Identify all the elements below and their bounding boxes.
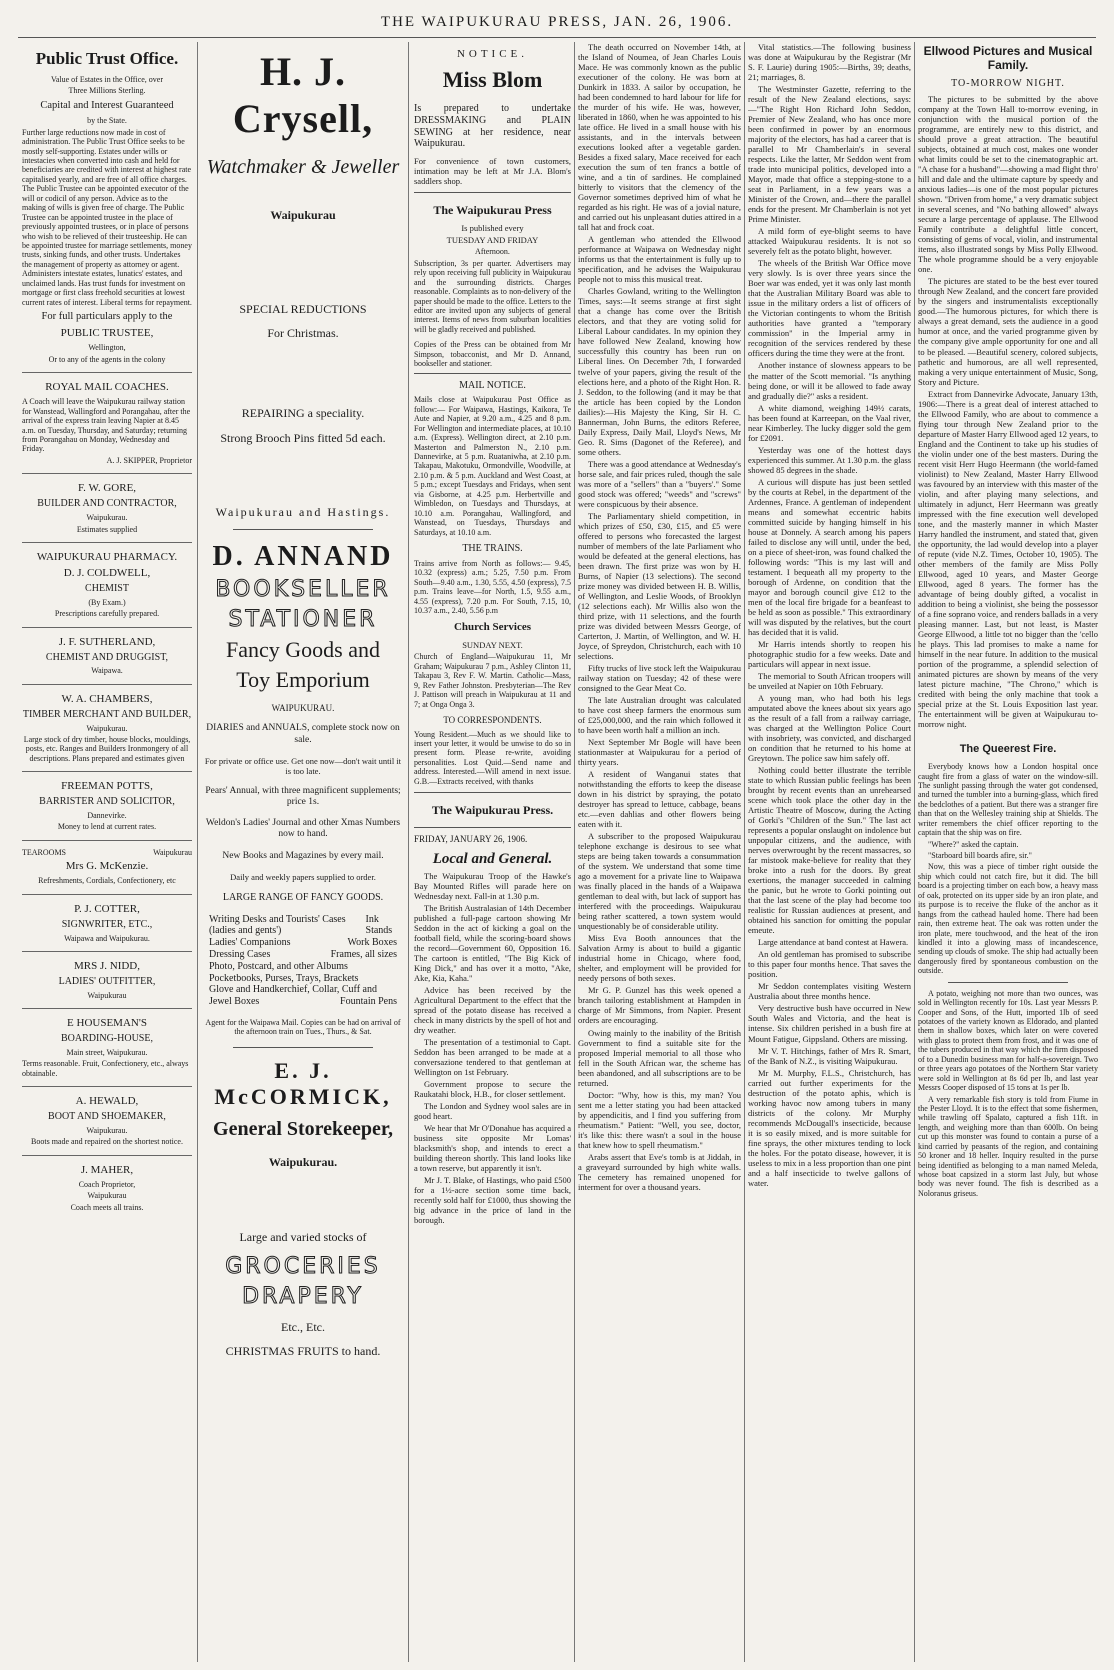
ad-line: Three Millions Sterling.: [68, 86, 146, 96]
section-body: Trains arrive from North as follows:— 9.45, 10.32 (express) a.m.; 5.25, 7.50 p.m. From South—9.40 a.m., 1.30, 5.55, 4.50 (express), 7.5 p.m. Trains leave—for North, 1.5, 9.55 a.m., 4.55 (express), 7.20 p.m. For South, 7.15, 10, 10.37 a.m., 2.40, 5.56 p.m: [414, 558, 571, 615]
article-paragraph: Extract from Dannevirke Advocate, January 13th, 1906:—There is a great deal of interest attached to the Ellwood Family, who are about to commence a flying tour through New Zealand prior to the departure of Master Harry Ellwood aged 12 years, to England and the Continent to take up his studies of the violin under one of the best masters. During the recent visit Herr Hugo Heermann (the world-famed violinist) to New Zealand, Master Harry Ellwood was favoured by an interview with this master of the violin, and after playing many selections, and ultimately in adjunct, Herr Heermann was greatly impressed with the fine execution well developed tone, and the masterly manner in which Master Harry handled the instrument, and stated that, given the opportunity, the lad would develop into a player of repute (vide N.Z. Times, October 10, 1905). The other members of the family are Miss Polly Ellwood, aged 10 years, and Master George Ellwood, aged 8 years. The former has the advantage of being doubly gifted, a vocalist in addition to being a violinist, she being the possessor of a fine soprano voice, and renders ballads in a very pleasing manner. Last, but not least, is Master George Ellwood, a little tot no bigger than the 'cello he plays. This lad promises to make a name for himself in the near future. In addition to the musical portion of the programme, a splendid selection of animated pictures are shown by means of the very latest picture machine, "The Chrono," which is credited with being the only machine that took a special prize at the St. Louis Exposition last year. The entertainment will be given at Waipukurau to-morrow night.: [918, 388, 1098, 730]
ad-body: Large stock of dry timber, house blocks, mouldings, posts, etc. Ranges and Builders Ironmongery of all descriptions. Plans prepared and estimates given: [23, 734, 191, 763]
article-paragraph: The death occurred on November 14th, at the Island of Noumea, of Jean Charles Louis Mace. He was commonly known as the public executioner of the colony. He was born at Dunkirk in 1833. A sailor by occupation, he had been condemned to hard labour for life for the murder of his wife. He was, however, liberated in 1860, when he was appointed to his late office. He lived in a small house with his assistants, and in the intervals between executions looked after a vegetable garden. Besides a fixed salary, Mace received for each execution the sum of ten francs a bottle of wine, and a tin of sardines. He complained bitterly to visitors that the clemency of the Governor sometimes deprived him of what he regarded as his right. He was of a jovial nature, and carried out his unpleasant duties attired in a tall hat and frock coat.: [578, 42, 741, 233]
column-divider: [197, 42, 198, 1662]
ad-town: Dannevirke.: [87, 811, 127, 821]
ad-note: Refreshments, Cordials, Confectionery, etc: [38, 876, 176, 886]
ad-line: LARGE RANGE OF FANCY GOODS.: [222, 891, 384, 903]
ad-line: Large and varied stocks of: [239, 1229, 367, 1244]
ad-line: Toy Emporium: [236, 666, 370, 692]
divider: [948, 982, 1068, 983]
article-paragraph: Charles Gowland, writing to the Wellington Times, says:—It seems strange at first sight that a change has come over the British electors, and that they are voting solid for Liberal Labour candidates. In my opinion they have followed New Zealand, knowing how successfully this country has been run on Liberal lines. On December 7th, I forwarded twelve of your papers, giving the result of the elections here, and a photo of the Right Hon. R. J. Seddon, to the following (and it may be that the article has been copied by the London dailies):—His Majesty the King, Sir H. C. Bannerman, John Burns, the editors Referee, Daily Express, Daily Mail, Lloyd's News, Mr Geo. R. Sims (Dagonet of the Referee), and some others.: [578, 286, 741, 457]
ad-title: Public Trust Office.: [35, 49, 179, 68]
public-trust-ad: [22, 42, 192, 373]
article-paragraph: Large attendance at band contest at Hawera.: [758, 937, 909, 948]
crysell-ad: [203, 48, 403, 519]
ad-line: Strong Brooch Pins fitted 5d each.: [220, 430, 386, 445]
list-item: Glove and Handkerchief, Collar, Cuff and: [209, 984, 377, 996]
ad-trade: General Storekeeper,: [213, 1117, 393, 1140]
article-paragraph: There was a good attendance at Wednesday's horse sale, and fair prices ruled, though the sale was more of a "sellers" than a "buyers'." Some good stock was offered; "weeds" and "screws" were conspicuous by their absence.: [578, 458, 741, 509]
local-articles: [414, 871, 571, 1226]
ad-town: Waipawa and Waipukurau.: [64, 933, 150, 943]
ad-town: Waipukurau.: [268, 1155, 338, 1170]
ellwood-subheading: TO-MORROW NIGHT.: [951, 78, 1065, 90]
ad-trade: BARRISTER AND SOLICITOR,: [39, 796, 175, 808]
ad-note: Money to lend at current rates.: [57, 822, 157, 832]
article-paragraph: A gentleman who attended the Ellwood performance at Waipawa on Wednesday night informs us that the entertainment is fully up to specification, and he advises the Waipukurau people not to miss this musical treat.: [578, 234, 741, 285]
ad-name: F. W. GORE,: [77, 482, 137, 495]
article-paragraph: Mr G. P. Gunzel has this week opened a branch tailoring establishment at Hampden in charge of Mr Simmons, from Napier. Present orders are encouraging.: [578, 985, 741, 1026]
section-title: THE TRAINS.: [462, 542, 523, 554]
maher-ad: [22, 1156, 192, 1220]
ad-name: Mrs G. McKenzie.: [65, 860, 149, 873]
article-paragraph: Vital statistics.—The following business was done at Waipukurau by the Registrar (Mr S. F. Laurie) during 1905:—Births, 39; deaths, 21; marriages, 8.: [748, 42, 911, 83]
tearooms-ad: [22, 841, 192, 895]
ad-title: ROYAL MAIL COACHES.: [45, 381, 169, 394]
list-item: Photo, Postcard, and other Albums: [209, 960, 348, 972]
article-paragraph: A white diamond, weighing 149½ carats, has been found at Karreepan, on the Vaal river, near Kimberley. The lucky digger sold the gem for £2091.: [748, 402, 911, 443]
ad-line: Wellington,: [88, 343, 126, 353]
column-news-1: [578, 42, 741, 1662]
ad-line: Daily and weekly papers supplied to order.: [230, 871, 376, 882]
ad-line: DIARIES and ANNUALS, complete stock now on sale.: [206, 723, 400, 745]
article-paragraph: Arabs assert that Eve's tomb is at Jiddah, in a graveyard surrounded by high white walls. The cemetery has remained unopened for interment for over a thousand years.: [578, 1151, 741, 1192]
ad-line: by the State.: [87, 116, 127, 126]
article-paragraph: Nothing could better illustrate the terrible state to which Russian public feelings has been brought by recent events than an unrehearsed scene which took place the other day in the Artistic Theatre of Moscow, during the Acting of Gorki's "Children of the Sun." The last act represents a popular onslaught on indolence but unpopular citizens, and the audience, with nerves overwrought by the recent massacres, so far mistook make-believe for reality that they broke into a rush for the doors. By great exertions, the manager succeeded in calming the panic, but he wrote to Gorki pointing out that the last scene of the play had become too realistic for Russian audiences at present, and obtained his sanction for omitting the popular emeute.: [748, 765, 911, 936]
press-copies: Copies of the Press can be obtained from Mr Simpson, tobacconist, and Mr D. Annand, bookseller and stationer.: [414, 340, 571, 369]
ad-line: GROCERIES: [225, 1253, 381, 1279]
nidd-ad: [22, 952, 192, 1009]
ad-name: H. J. Crysell,: [232, 49, 374, 142]
ad-name: J. F. SUTHERLAND,: [58, 635, 156, 648]
article-paragraph: The presentation of a testimonial to Capt. Seddon has been arranged to be made at a conversazione tendered to that gentleman at Wellington on 1st February.: [414, 1036, 571, 1077]
column-divider: [744, 42, 745, 1662]
ad-name: A. HEWALD,: [75, 1095, 139, 1108]
ad-line: DRAPERY: [242, 1283, 364, 1309]
ad-line: For full particulars apply to the: [41, 311, 173, 323]
column-divider: [914, 42, 915, 1662]
article-paragraph: Very destructive bush have occurred in New South Wales and Victoria, and the heat is intense. Six children perished in a bush fire at Mount Fatigue, Gippsland. Others are missing.: [748, 1003, 911, 1044]
divider: [233, 1047, 373, 1048]
blom-notice: [414, 48, 571, 186]
ad-body: Further large reductions now made in cost of administration. The Public Trust Office seeks to be mostly self-supporting. Estates under wills or intestacies when converted into cash and held for beneficiaries are credited with interest at highest rate capitalised yearly, and are free of all office charges. The Public Trustee can be appointed executor of the will or codicil of any person. Advice as to the making of wills is given free of charge. The Public Trustee can be appointed trustee in the place of previously appointed trustees, or in place of persons who wish to be relieved of their trusteeship. He can be appointed trustee for marriage settlements, money trusts, sinking funds, and other trusts. Undertakes the management of property as attorney or agent. Administers intestate estates, lunatics' estates, and unclaimed lands. Has trust funds for investment on mortgage or first class freehold securities at lowest current rates of interest. Liberal terms for repayment.: [22, 127, 192, 307]
article-paragraph: Owing mainly to the inability of the British Government to find a suitable site for the proposed Imperial memorial to all those who fell in the South African war, the scheme has been abandoned, and all subscriptions are to be returned.: [578, 1027, 741, 1088]
article-paragraph: We hear that Mr O'Donahue has acquired a business site opposite Mr Lomas' blacksmith's shop, and intends to erect a building thereon shortly. This land looks like a town reserve, but apparently it isn't.: [414, 1123, 571, 1174]
article-paragraph: Yesterday was one of the hottest days experienced this summer. At 1.30 p.m. the glass showed 85 degrees in the shade.: [748, 444, 911, 475]
article-paragraph: Advice has been received by the Agricultural Department to the effect that the spread of the potato disease has received a check in many districts by the spell of hot and dry weather.: [414, 984, 571, 1035]
article-paragraph: Mr Harris intends shortly to reopen his photographic studio for a few weeks. Date and particulars will appear in next issue.: [748, 638, 911, 669]
correspondents-notice: [414, 715, 571, 786]
press-name: The Waipukurau Press: [433, 203, 552, 218]
ad-trade: CHEMIST AND DRUGGIST,: [45, 651, 169, 663]
houseman-ad: [22, 1009, 192, 1087]
ad-line: Value of Estates in the Office, over: [50, 75, 164, 85]
editorial-header: [414, 792, 571, 828]
annand-ad: [203, 540, 403, 1037]
ad-town: Waipukurau.: [86, 723, 128, 733]
article-paragraph: The Waipukurau Troop of the Hawke's Bay Mounted Rifles will parade here on Wednesday next. Fall-in at 1.30 p.m.: [414, 870, 571, 901]
article-paragraph: A curious will dispute has just been settled by the courts at Rebel, in the department of the Ardennes, France. A gentleman of independent means and somewhat eccentric habits committed suicide by hanging himself in his house at Donnely. A search among his papers failed to disclose any will until, under the bed, on a piece of sheet-iron, was found chalked the following words: "This is my last will and testament. I bequeath all my property to the borough of Ardenne, on condition that the mayor and borough council give £12 to the men of the local fire brigade for a beanfeast to be held as soon as possible." This extraordinary will was disputed by the relatives, but the court has decided that it is valid.: [748, 476, 911, 637]
article-paragraph: "Starboard bill boards afire, sir.": [928, 851, 1032, 860]
trains-notice: [414, 543, 571, 615]
ad-left: TEAROOMS: [22, 847, 67, 857]
notice-title: NOTICE.: [456, 48, 529, 60]
ad-line: STATIONER: [228, 606, 378, 632]
ad-line: Weldon's Ladies' Journal and other Xmas Numbers now to hand.: [205, 818, 401, 840]
column-entertainment: [918, 42, 1098, 1662]
top-rule: [18, 37, 1096, 38]
press-line: TUESDAY AND FRIDAY: [446, 235, 539, 246]
ad-town: Waipukurau.: [86, 1126, 128, 1135]
article-paragraph: Mr J. T. Blake, of Hastings, who paid £500 for a 1½-acre section some time back, recently sold half for £1000, thus showing the big advance in the price of land in the borough.: [414, 1175, 571, 1226]
ad-body: A Coach will leave the Waipukurau railway station for Wanstead, Wallingford and Porangahau, after the arrival of the express train leaving Napier at 8.45 a.m. on Tuesday, Thursday, and Saturday; returning from Porangahau on Monday, Wednesday and Friday.: [22, 397, 191, 454]
mccormick-ad: [203, 1058, 403, 1358]
ad-trade: CHEMIST: [85, 582, 129, 594]
section-subtitle: SUNDAY NEXT.: [462, 640, 523, 651]
ad-line: [22, 848, 192, 857]
ad-line: Pears' Annual, with three magnificent supplements; price 1s.: [205, 785, 401, 807]
section-body: Young Resident.—Much as we should like to insert your letter, it would be unwise to do so in present form. Please re-write, avoiding personalities. Lost Quid.—Send name and address. Interested.—Will amend in next issue. G.B.—Extracts received, with thanks: [414, 729, 571, 786]
ad-trade: BUILDER AND CONTRACTOR,: [37, 498, 177, 510]
queerest-fire-heading: The Queerest Fire.: [959, 743, 1057, 756]
article-paragraph: Mr V. T. Hitchings, father of Mrs R. Smart, of the Bank of N.Z., is visiting Waipukurau.: [748, 1045, 911, 1066]
article-paragraph: The pictures to be submitted by the above company at the Town Hall to-morrow evening, in conjunction with the musical portion of the programme, are entirely new to this district, and should prove a great attraction. The beautiful subjects, obtained at much cost, makes one wonder what limits could be set to the cinematographic art. "A chase for a husband"—showing a mad flight thro' hill and dale and the ultimate capture by speedy and anxious ladies—is one of the most popular pictures shown. "Driven from home," a very dramatic subject in several scenes, and "No bathing allowed" always secure a large percentage of applause. The Ellwood Family contribute a delightful little concert, consisting of gems of vocal, violin, and instrumental items, also illustrated songs by Miss Polly Ellwood. The whole programme should be a very enjoyable one.: [918, 94, 1098, 275]
sutherland-ad: [22, 628, 192, 685]
ad-trade: LADIES' OUTFITTER,: [58, 975, 156, 987]
ad-right: Waipukurau: [153, 847, 192, 857]
church-notice: [414, 621, 571, 709]
article-paragraph: A resident of Wanganui states that notwithstanding the efforts to keep the disease down in his district by spraying, the potato destroyer has spread to lettuce, cabbage, beans etc.—even dahlias and other flowers being eaten with it.: [578, 769, 741, 830]
ad-town: Waipukurau: [270, 207, 336, 222]
article-paragraph: The late Australian drought was calculated to have cost sheep farmers the enormous sum of £25,000,000, and the rain which followed it to have been worth half a million an inch.: [578, 695, 741, 736]
ad-note: Prescriptions carefully prepared.: [54, 609, 160, 619]
ad-name: MRS J. NIDD,: [73, 959, 140, 972]
article-paragraph: Miss Eva Booth announces that the Salvation Army is about to build a gigantic industrial home in Chicago, where food, shelter, and employment will be provided for needy persons of both sexes.: [578, 933, 741, 984]
royal-mail-ad: [22, 373, 192, 474]
ad-line: CHRISTMAS FRUITS to hand.: [225, 1343, 381, 1358]
ad-note: Estimates supplied: [76, 524, 138, 534]
ad-trade: TIMBER MERCHANT AND BUILDER,: [22, 708, 192, 720]
ad-name: D. ANNAND: [212, 540, 394, 572]
ad-town: Waipawa.: [91, 666, 123, 676]
article-paragraph: A mild form of eye-blight seems to have attacked Waipukurau residents. It is not so severely felt as the potato blight, however.: [748, 226, 911, 257]
section-title: MAIL NOTICE.: [459, 379, 526, 391]
notice-body: For convenience of town customers, intimation may be left at Mr J.A. Blom's saddlers shop.: [414, 156, 571, 187]
article-paragraph: The Westminster Gazette, referring to the result of the New Zealand elections, says:—"The Right Hon Richard John Seddon, Premier of New Zealand, who has once more been confirmed in power by an enormous majority of the electors, has had a career that is parallel to Mr Chamberlain's in several respects. Like the latter, Mr Seddon went from trade into municipal politics, developed into a Mayor, made that office a stepping-stone to a seat in Parliament, in a few years was a Minister of the Crown, and—there the parallel ends for the present. Mr Chamberlain is not yet Prime Minister.: [748, 84, 911, 225]
ad-body: Terms reasonable. Fruit, Confectionery, etc., always obtainable.: [22, 1059, 189, 1078]
ad-trade: BOOT AND SHOEMAKER,: [48, 1111, 166, 1123]
fancy-goods-list: [209, 914, 397, 1008]
notice-body: Is prepared to undertake DRESSMAKING and PLAIN SEWING at her residence, near Waipukurau.: [414, 102, 571, 150]
pharmacy-ad: [22, 543, 192, 628]
hewald-ad: [22, 1087, 192, 1156]
ad-note: Boots made and repaired on the shortest notice.: [31, 1137, 183, 1147]
article-paragraph: A young man, who had both his legs amputated above the knees about six years ago as the result of a fall from a railway carriage, was charged at the Wellington Police Court with insobriety, was convicted, and discharged on condition that he returned to his home at Greytown. The police saw him safely off.: [748, 692, 911, 764]
column-divider: [408, 42, 409, 1662]
ad-town: Waipukurau: [87, 1191, 127, 1201]
notice-name: Miss Blom: [442, 66, 543, 92]
column-advertisements: [22, 42, 192, 1662]
article-paragraph: The pictures are stated to be the best ever toured through New Zealand, and the concert fare provided by the singers and instrumentalists exceptionally good.—The humorous pictures, for which there is always a great demand, sets the audience in a good humor at once, and the varied programme given by the company give ample opportunity for one and all to be pleased. —Beautiful scenery, colored subjects, pathetic and humorous, are all well represented, making a very unique entertainment of Music, Song, Story and Picture.: [918, 276, 1098, 387]
section-body: Mails close at Waipukurau Post Office as follow:— For Waipawa, Hastings, Kaikora, Te Aute and Napier, at 9.20 a.m., 4.25 and 8 p.m. For Wellington and intermediate places, at 10.10 a.m. (Express). Wellington direct, at 2.10 p.m. Masterton and Palmerston N., 2.10 p.m. Dannevirke, at 5 p.m. Ruataniwha, at 2.10 p.m. Takapau, Makotuku, Ormondville, Woodville, at 2.10 p.m. & 5 p.m. Auckland and West Coast, at 5 p.m.; except Tuesdays and Fridays, when sent via Gisborne, at 4.25 p.m. Herbertville and Wimbledon, on Tuesdays and Thursdays, at 10.10 a.m. Porangahau, Wallingford, and Wanstead, on Tuesdays, Thursdays and Saturdays, at 10.10 a.m.: [414, 395, 571, 537]
ad-line: REPAIRING a speciality.: [241, 406, 365, 421]
article-paragraph: The wheels of the British War Office move very slowly. Is is over three years since the Boer war was ended, yet it was only last month that the Australian Military Board was able to issue in the military orders a list of officers of the Victorian contingents to whom the British authorities have granted a "temporary commission" in the Imperial army in recognition of the services rendered by these officers during the time they were at the front.: [748, 258, 911, 359]
ad-line: Waipukurau and Hastings.: [215, 504, 391, 519]
press-line: Is published every: [461, 223, 524, 234]
article-paragraph: An old gentleman has promised to subscribe to this paper four months hence. That saves the position.: [748, 949, 911, 980]
section-title: Church Services: [453, 621, 532, 634]
ad-name: E. J. McCORMICK,: [214, 1057, 392, 1109]
ad-note: Coach meets all trains.: [70, 1202, 144, 1212]
ad-line: For private or office use. Get one now—don't wait until it is too late.: [204, 755, 402, 776]
ad-trade: Watchmaker & Jeweller: [206, 156, 400, 179]
ad-line: SPECIAL REDUCTIONS: [239, 302, 367, 317]
local-general-heading: Local and General.: [432, 850, 553, 867]
ad-line: Or to any of the agents in the colony: [48, 354, 166, 364]
article-paragraph: The London and Sydney wool sales are in good heart.: [414, 1101, 571, 1122]
article-paragraph: A very remarkable fish story is told from Fiume in the Pester Lloyd. It is to the effect that some fishermen, while trawling off Spalato, captured a fish 11ft. in length, and weighing more than than 600lb. On being cut up this monster was found to contain a purse of a kind carried by peasants of the region, and containing 50 kroner and 18 heller. Inquiry resulted in the purse being identified as belonging to a man named Meleda, whose boat capsized in a storm last July, but whose body was never found. The fish is described as a Noloranus griseus.: [918, 1094, 1098, 1198]
press-line: Afternoon.: [475, 247, 510, 257]
ad-line: Fancy Goods and: [226, 636, 380, 662]
list-item: Dressing Cases Frames, all sizes: [209, 949, 397, 961]
divider: [233, 529, 373, 530]
article-paragraph: A subscriber to the proposed Waipukurau telephone exchange is desirous to see what steps are being taken towards a consummation of the system. We understand that some time ago a movement for a private line to Waipawa was finally placed in the hands of a Waipawa gentleman to deal with, but lack of support has interfered with the proceedings. Waipukurau being rather scattered, a town system would unquestionably be of considerable utility.: [578, 831, 741, 932]
ad-name: W. A. CHAMBERS,: [61, 692, 153, 705]
ad-name: P. J. COTTER,: [74, 902, 140, 915]
article-paragraph: Another instance of slowness appears to be the matter of the Scott memorial. "Is anything being done, or will it be allowed to fade away and gradually die?" asks a resident.: [748, 360, 911, 401]
section-body: Church of England—Waipukurau 11, Mr Graham; Waipukurau 7 p.m., Ashley Clinton 11, Takapau 3, Rev F. W. Martin. Catholic—Mass, 9, Rev Father Johnston. Presbyterian—The Rev J. Pattison will preach in Waipukurau at 11 and 7; at Onga Onga 3.: [414, 652, 571, 709]
section-title: TO CORRESPONDENTS.: [443, 714, 542, 725]
article-paragraph: Doctor: "Why, how is this, my man? You sent me a letter stating you had been attacked by appendicitis, and I find you suffering from rheumatism." Patient: "Well, you see, doctor, it's like this: there wasn't a soul in the house that knew how to spell rheumatism.": [578, 1089, 741, 1150]
article-paragraph: A potato, weighing not more than two ounces, was sold in Wellington recently for 10s. Last year Messrs P. Cooper and Sons, of the Hutt, imported 1lb of seed potatoes of the variety known as Eldorado, and planted them in shallow boxes, which later on were covered with glass to protect them from frost, and it was one of the tubers produced in that way which the firm disposed of to a Dunedin business man for half-a-sovereign. Two or three years ago potatoes of the Northern Star variety were sold in Wellington at 8s 6d per lb, and last year Messrs Cooper disposed of 15 tons at 1s per lb.: [918, 988, 1098, 1093]
masthead: THE WAIPUKURAU PRESS, JAN. 26, 1906.: [380, 14, 734, 30]
ad-line: Capital and Interest Guaranteed: [40, 99, 174, 111]
list-item: Ladies' Companions Work Boxes: [209, 937, 397, 949]
article-paragraph: The memorial to South African troopers will be unveiled at Napier on 10th February.: [748, 670, 911, 691]
ad-note: Agent for the Waipawa Mail. Copies can be had on arrival of the afternoon train on Tues., Thurs., & Sat.: [205, 1018, 401, 1037]
ellwood-heading: Ellwood Pictures and Musical Family.: [923, 44, 1093, 73]
list-item: Writing Desks and Tourists' Cases (ladies and gents') Ink Stands: [209, 913, 393, 937]
column-divider: [574, 42, 575, 1662]
ad-name: FREEMAN POTTS,: [61, 780, 153, 793]
dateline: FRIDAY, JANUARY 26, 1906.: [414, 834, 528, 845]
ad-town: Waipukurau.: [86, 513, 128, 523]
ad-name: J. MAHER,: [80, 1163, 134, 1176]
potts-ad: [22, 772, 192, 841]
ad-line: (By Exam.): [88, 597, 126, 607]
ad-name: D. J. COLDWELL,: [63, 566, 151, 579]
ad-line: For Christmas.: [267, 326, 339, 341]
article-paragraph: Fifty trucks of live stock left the Waipukurau railway station on Tuesday; 42 of these were consigned to the Gear Meat Co.: [578, 662, 741, 693]
article-paragraph: "Where?" asked the captain.: [928, 839, 1019, 849]
ad-line: PUBLIC TRUSTEE,: [60, 327, 154, 340]
press-name: The Waipukurau Press.: [431, 803, 554, 818]
column-display-ads: [203, 42, 403, 1662]
column-news-2: [748, 42, 911, 1662]
article-paragraph: Mr Seddon contemplates visiting Western Australia about three months hence.: [748, 981, 911, 1002]
article-paragraph: Mr M. Murphy, F.L.S., Christchurch, has carried out further experiments for the destruction of the potato aphis, which is working havoc now among tubers in many districts of the colony. Mr Murphy recommends McDougall's insecticide, because it is so easily mixed, and is more suitable for fine sprays, the other mixtures tending to lock the holes. For the potato disease, however, it is useless to mix in a less proportion than one pint and a half insecticide to twelve gallons of water.: [748, 1067, 911, 1188]
list-item: Jewel Boxes Fountain Pens: [209, 996, 397, 1008]
ad-line: New Books and Magazines by every mail.: [222, 850, 384, 861]
ad-trade: SIGNWRITER, ETC.,: [61, 918, 153, 930]
column-notices: [414, 42, 571, 1662]
article-paragraph: Next September Mr Bogle will have been stationmaster at Waipukurau for a period of thirty years.: [578, 737, 741, 768]
ad-line: Etc., Etc.: [281, 1319, 325, 1334]
ad-sign: A. J. SKIPPER, Proprietor: [106, 455, 192, 465]
cotter-ad: [22, 895, 192, 952]
article-paragraph: Everybody knows how a London hospital once caught fire from a glass of water on the window-sill. The sunlight passing through the water got condensed, and turned the tumbler into a burning-glass, which fired the bedclothes of a patient. But there was a stranger fire than that on the Wellesley training ship at Shields. The writer remembers the chief officer reporting to the captain that the ship was on fire.: [918, 762, 1098, 838]
ad-trade: BOARDING-HOUSE,: [61, 1033, 153, 1045]
ad-title: WAIPUKURAU PHARMACY.: [36, 550, 178, 563]
gore-ad: [22, 474, 192, 543]
ad-name: E HOUSEMAN'S: [67, 1017, 147, 1030]
ad-trade: Coach Proprietor,: [78, 1179, 136, 1189]
article-paragraph: The Parliamentary shield competition, in which prizes of £50, £30, £15, and £5 were offered to persons who forecasted the largest number of members of the late Parliament who would be defeated at the general elections, has been drawn. The first prize was won by H. Burns, of Napier (13 selections). The second prize money was divided between H. B. Willis, of Wellington, and Leslie Woods, of Brooklyn (12 selections each). Mr Willis also won the third prize, with 11 selections, and the fourth prize was divided between Messrs George, of Carterton, J. Martin, of Wellington, and W. H. Joyce, of Spreydon, Christchurch, each with 10 selections.: [578, 510, 741, 661]
ad-line: Main street, Waipukurau.: [66, 1047, 148, 1057]
chambers-ad: [22, 685, 192, 773]
article-paragraph: Government propose to secure the Raukatahi block, H.B., for closer settlement.: [414, 1078, 571, 1099]
ad-line: BOOKSELLER: [215, 576, 391, 602]
ad-town: WAIPUKURAU.: [271, 702, 335, 713]
article-paragraph: Now, this was a piece of timber right outside the ship which could not catch fire, but it did. The bill board is a projecting timber on each bow, a heavy mass of oak, protected on its upper side by an iron plate, and its purpose is to receive the fluke of the anchor as it hangs from the cathead hauled home. There had been rain, then extreme heat. The oak was rotten under the iron plate, mere touchwood, and the heat of the iron kindled it into a glowing mass of incandescence, sending up clouds of smoke. The ship had actually been dangerously fired by spontaneous combustion on the outside.: [918, 862, 1098, 976]
article-paragraph: The British Australasian of 14th December published a full-page cartoon showing Mr Seddon in the act of kicking a goal on the football field, while the scoring-board shows the record—Government 60, Opposition 16. The cartoon is entitled, "The Big Kick of King Dick," and has over it a motto, "Ake, Ake, Kia, Kaha.": [414, 902, 571, 983]
ad-town: Waipukurau: [87, 990, 127, 1000]
press-info: [414, 192, 571, 373]
mail-notice: [414, 380, 571, 537]
list-item: Pocketbooks, Purses, Trays, Brackets: [209, 972, 359, 984]
press-body: Subscription, 3s per quarter. Advertisers may rely upon receiving full publicity in Waipukurau and the surrounding districts. Charges reasonable. Complaints as to non-delivery of the paper should be made to the office. Letters to the editor are invited upon any subjects of general interest. Items of news from suburban localities will be gladly received and published.: [414, 258, 571, 334]
